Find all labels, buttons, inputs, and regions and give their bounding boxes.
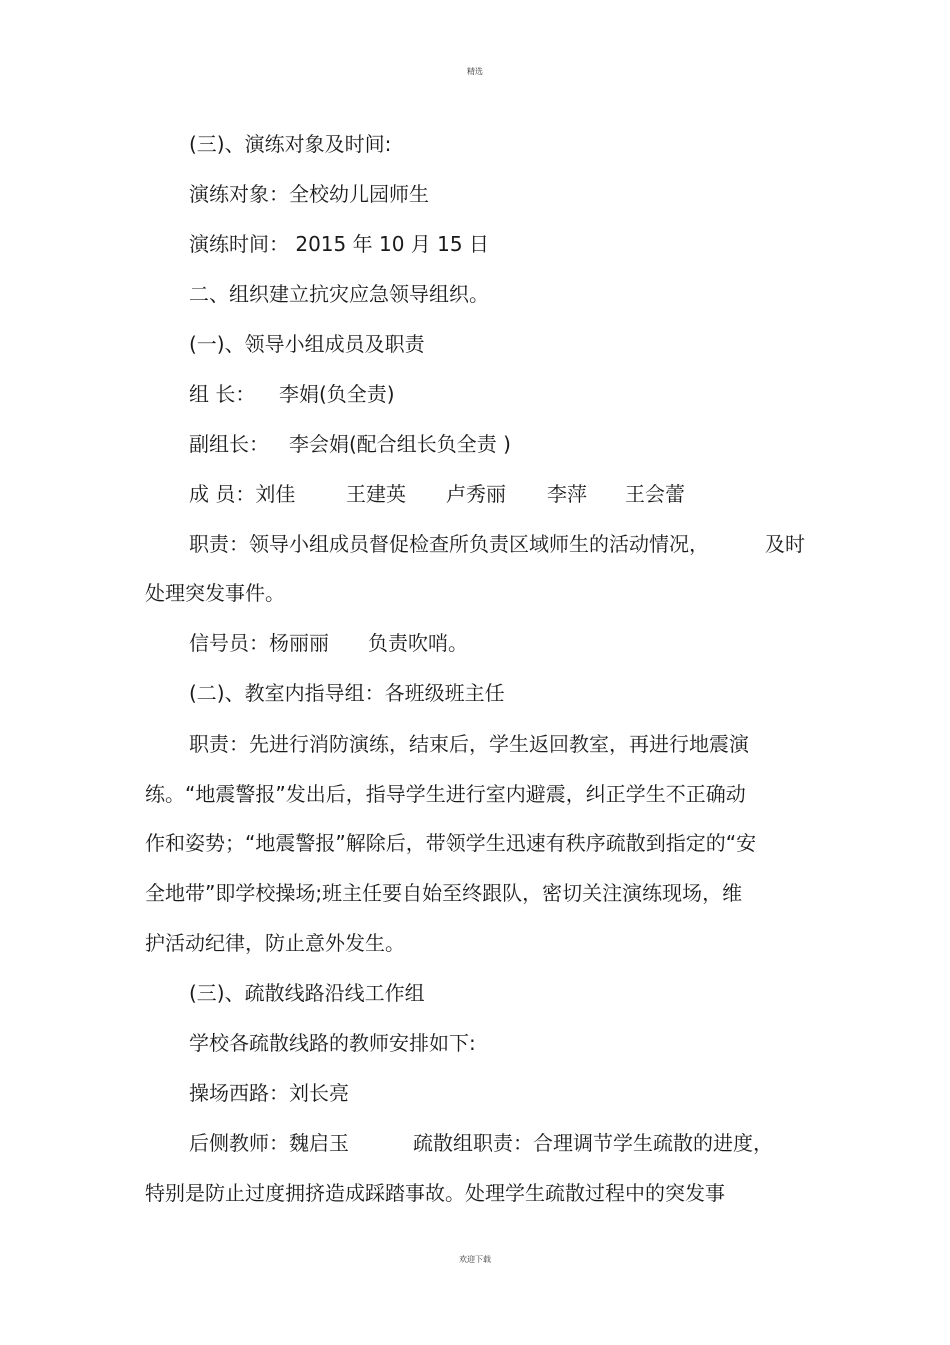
text-line: 全地带”即学校操场;班主任要自始至终跟队，密切关注演练现场，维 [145,881,743,905]
text-line: 疏散组职责：合理调节学生疏散的进度， [413,1131,773,1155]
text-line: 操场西路：刘长亮 [189,1081,349,1105]
text-line: 组 长： [189,382,256,406]
text-line: 王建英 [346,482,406,506]
text-line: 二、组织建立抗灾应急领导组织。 [189,282,489,306]
text-line: 职责：领导小组成员督促检查所负责区域师生的活动情况， [189,532,709,556]
text-line: 李会娟(配合组长负全责 ) [289,432,511,456]
text-line: (三)、演练对象及时间: [189,132,392,156]
text-line: 处理突发事件。 [145,581,285,605]
text-line: 演练时间： 2015 年 10 月 15 日 [189,232,489,256]
text-line: 李萍 [547,482,587,506]
text-line: (一)、领导小组成员及职责 [189,332,425,356]
text-line: 职责：先进行消防演练，结束后，学生返回教室，再进行地震演 [189,732,749,756]
text-line: 信号员：杨丽丽 [189,631,329,655]
text-line: 学校各疏散线路的教师安排如下: [189,1031,476,1055]
text-line: 负责吹哨。 [368,631,468,655]
text-line: 卢秀丽 [446,482,506,506]
text-line: 李娟(负全责) [279,382,395,406]
text-line: 成 员：刘佳 [189,482,296,506]
text-line: 护活动纪律，防止意外发生。 [145,931,405,955]
text-line: 副组长： [189,432,269,456]
text-line: 演练对象：全校幼儿园师生 [189,182,429,206]
page-footer: 欢迎下载 [459,1255,491,1264]
text-line: 特别是防止过度拥挤造成踩踏事故。处理学生疏散过程中的突发事 [145,1181,725,1205]
text-line: 作和姿势；“地震警报”解除后，带领学生迅速有秩序疏散到指定的“安 [145,831,757,855]
text-line: (三)、疏散线路沿线工作组 [189,981,425,1005]
text-line: 及时 [765,532,805,556]
text-line: 练。“地震警报”发出后，指导学生进行室内避震，纠正学生不正确动 [145,782,746,806]
text-line: 后侧教师：魏启玉 [189,1131,349,1155]
text-line: 王会蕾 [625,482,685,506]
text-line: (二)、教室内指导组：各班级班主任 [189,681,505,705]
page-header: 精选 [467,67,483,76]
